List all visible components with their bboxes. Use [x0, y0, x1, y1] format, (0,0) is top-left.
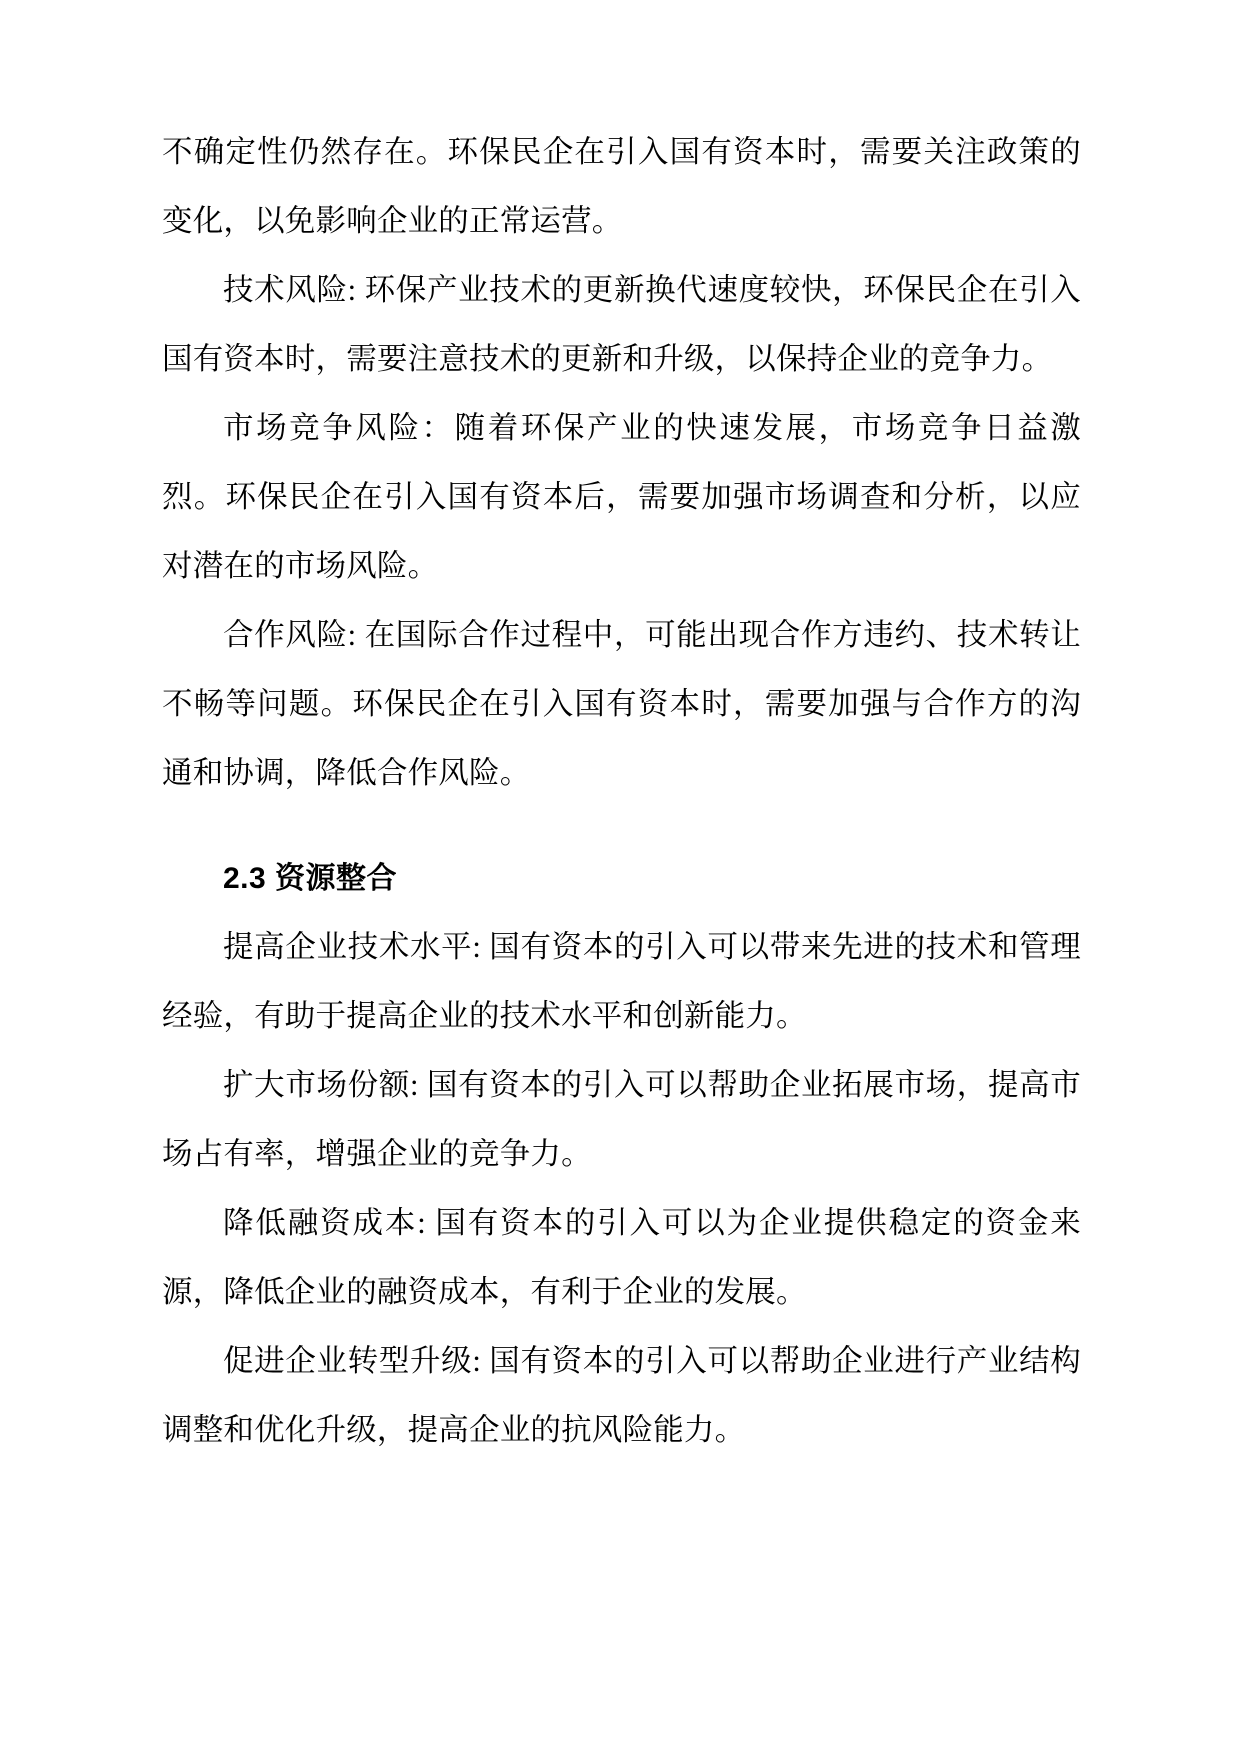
document-body: [162, 118, 1081, 1465]
section-heading-2-3: 2.3 资源整合: [223, 862, 398, 895]
paragraph-reduce-financing-cost: 降低融资成本: 国有资本的引入可以为企业提供稳定的资金来源，降低企业的融资成本，有利于企业的发展。: [162, 1206, 1081, 1309]
paragraph-policy-risk-continued: 不确定性仍然存在。环保民企在引入国有资本时，需要关注政策的变化，以免影响企业的正常运营。: [162, 135, 1081, 238]
paragraph-market-competition-risk: 市场竞争风险：随着环保产业的快速发展，市场竞争日益激烈。环保民企在引入国有资本后，需要加强市场调查和分析，以应对潜在的市场风险。: [162, 411, 1081, 583]
paragraph-expand-market-share: 扩大市场份额: 国有资本的引入可以帮助企业拓展市场，提高市场占有率，增强企业的竞争力。: [162, 1068, 1081, 1171]
paragraph-cooperation-risk: 合作风险: 在国际合作过程中，可能出现合作方违约、技术转让不畅等问题。环保民企在引入国有资本时，需要加强与合作方的沟通和协调，降低合作风险。: [162, 618, 1081, 790]
paragraph-promote-transformation-upgrade: 促进企业转型升级: 国有资本的引入可以帮助企业进行产业结构调整和优化升级，提高企业的抗风险能力。: [162, 1344, 1081, 1447]
paragraph-technology-risk: 技术风险: 环保产业技术的更新换代速度较快，环保民企在引入国有资本时，需要注意技术的更新和升级，以保持企业的竞争力。: [162, 273, 1081, 376]
paragraph-improve-technology-level: 提高企业技术水平: 国有资本的引入可以带来先进的技术和管理经验，有助于提高企业的技术水平和创新能力。: [162, 930, 1081, 1033]
section-spacer: [162, 808, 1081, 844]
